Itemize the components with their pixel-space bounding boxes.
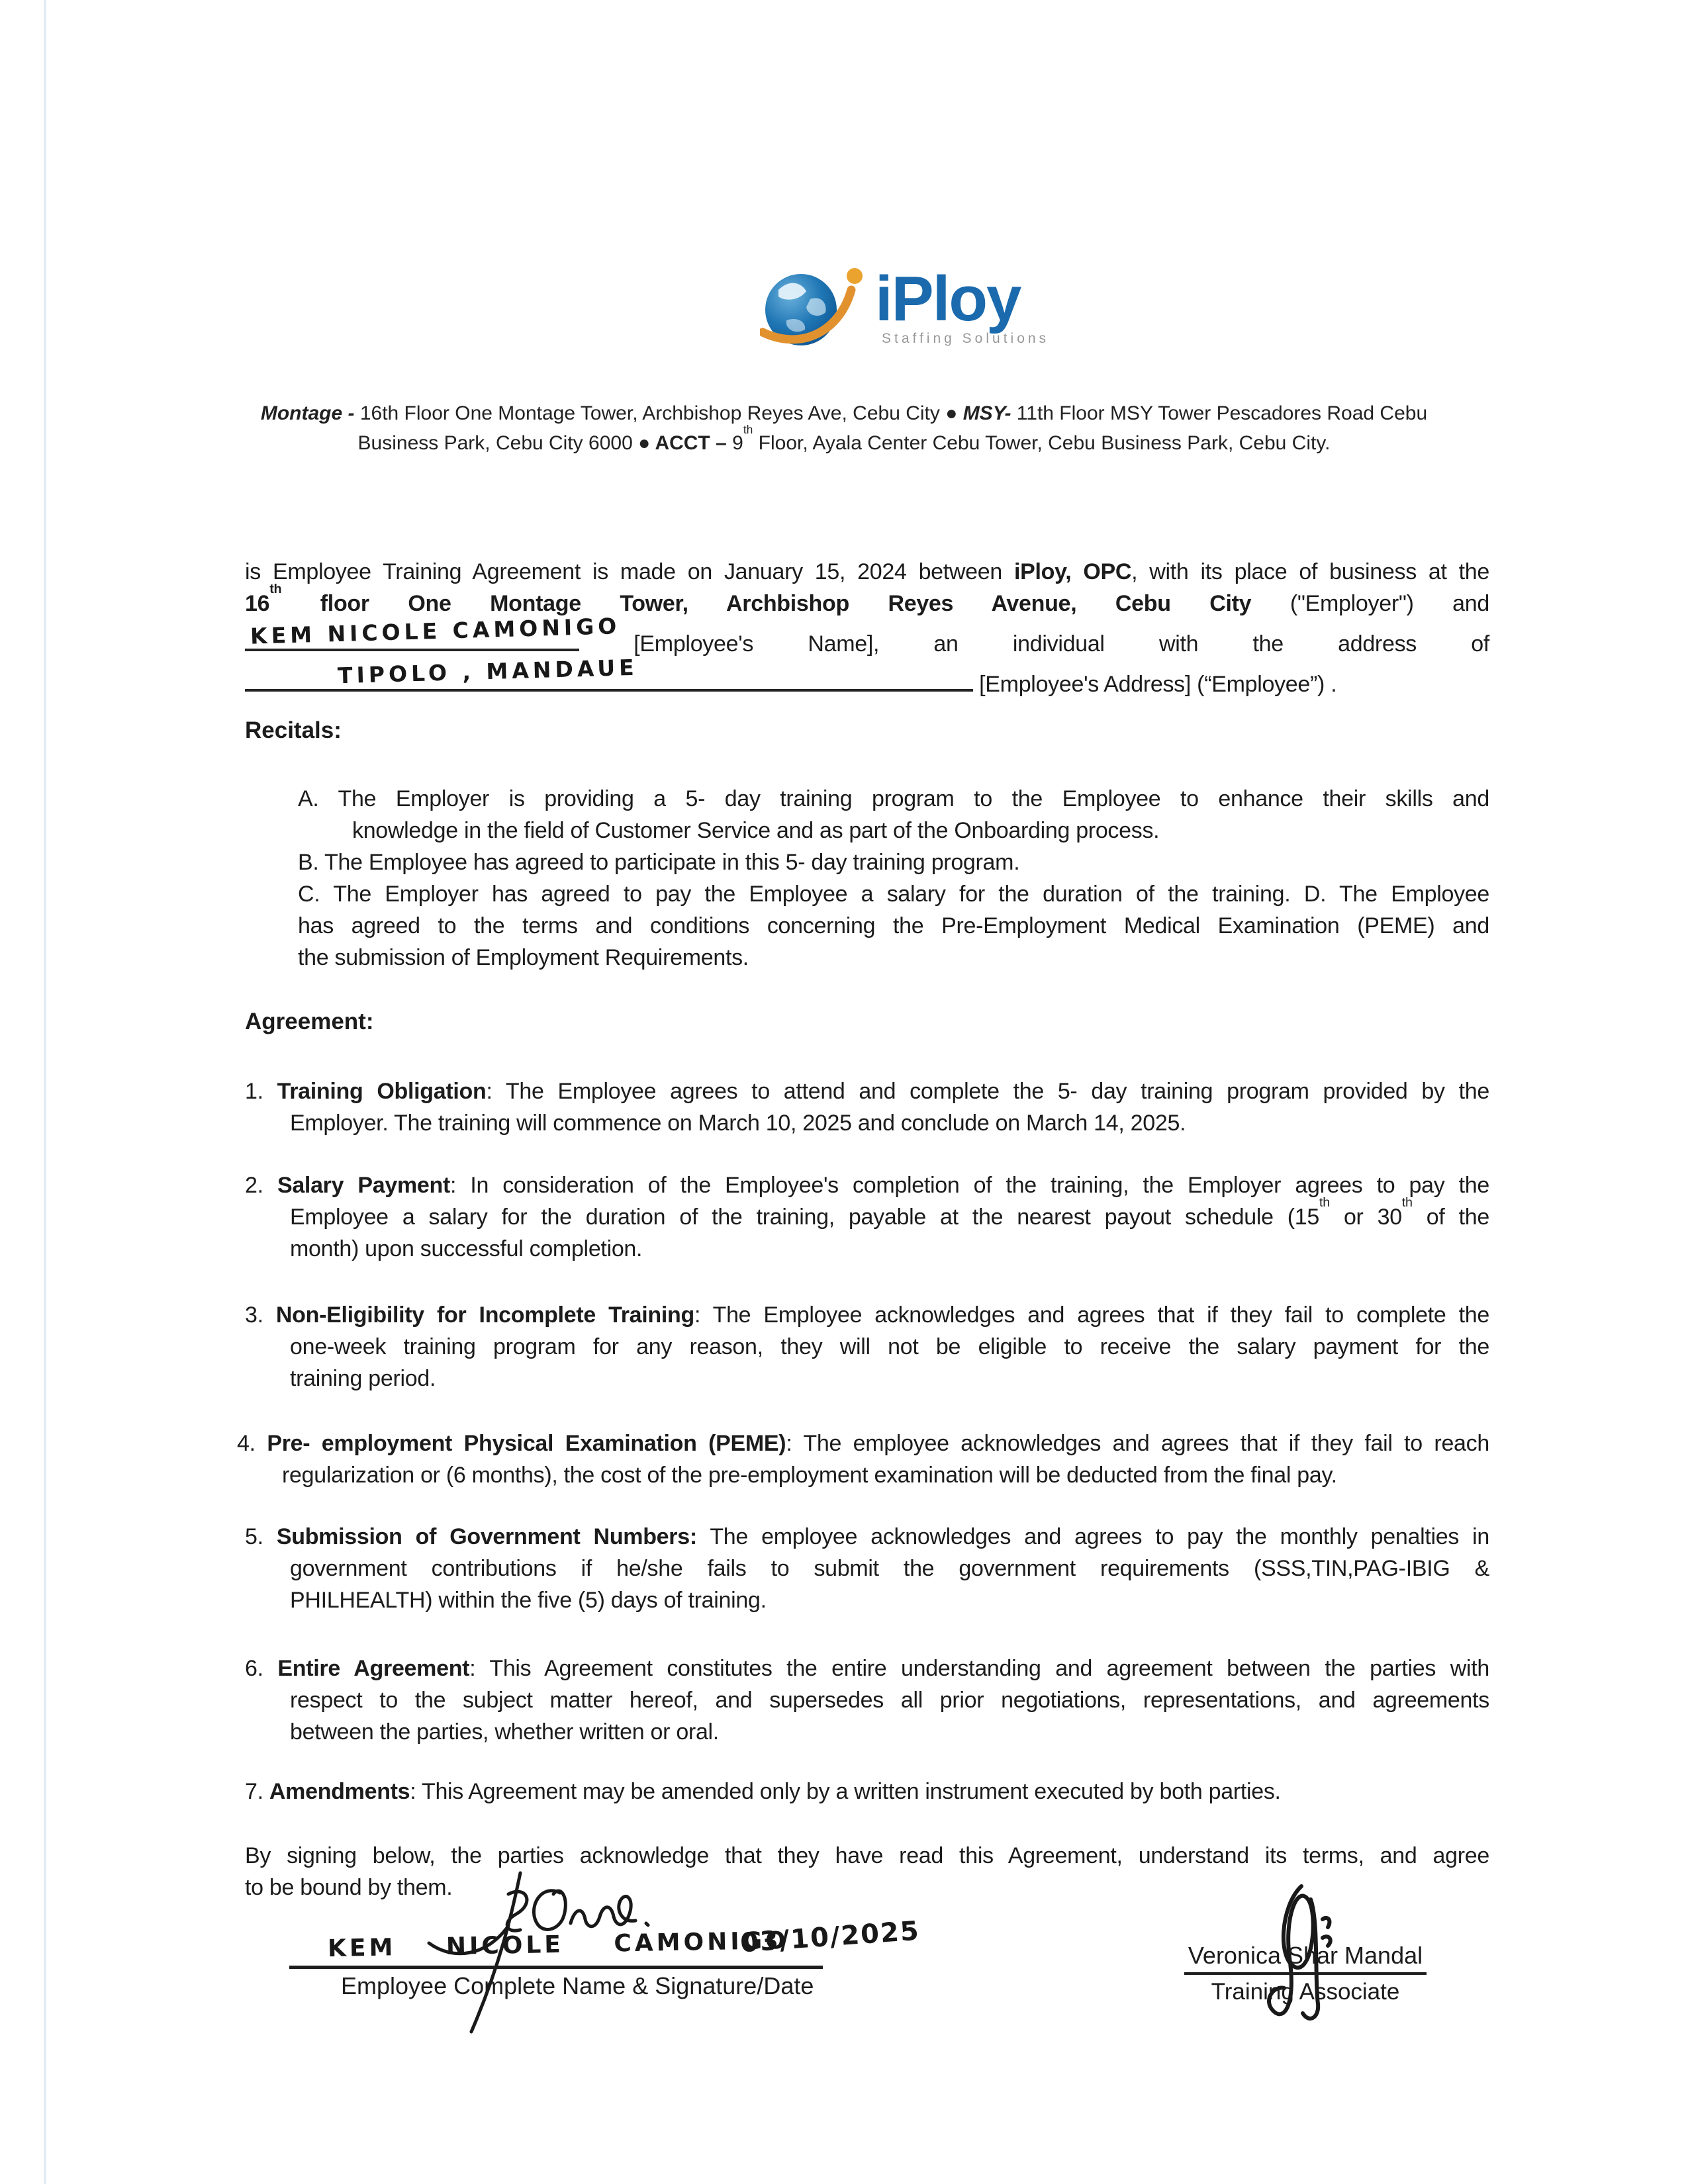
trainer-name: Veronica Shar Mandal <box>1184 1942 1427 1975</box>
floor-number: 16 <box>245 591 270 616</box>
item-text: or 30 <box>1329 1205 1402 1230</box>
employee-signature-label: Employee Complete Name & Signature/Date <box>341 1972 814 1999</box>
intro-line-3 <box>245 613 1489 660</box>
scanner-edge-line <box>44 0 46 2184</box>
bullet-icon: ● <box>638 432 651 454</box>
agreement-item-2 <box>245 1169 1489 1265</box>
item-line: regularization or (6 months), the cost of the pre-employment examination will be deducted from the final pay. <box>282 1463 1337 1488</box>
intro-text: [Employee's Name], an individual with the address of <box>633 631 1489 657</box>
intro-text: is Employee Training Agreement is made on January 15, 2024 between <box>245 559 1003 584</box>
item-number: 4. <box>237 1431 256 1456</box>
item-line: PHILHEALTH) within the five (5) days of training. <box>290 1588 767 1613</box>
intro-line-2 <box>245 582 1490 619</box>
item-line <box>237 1428 1489 1459</box>
brand-block <box>875 263 1050 347</box>
item-line <box>245 1075 1489 1107</box>
item-number: 2. <box>245 1173 263 1198</box>
address-montage-label: Montage - <box>260 402 355 424</box>
item-line <box>245 1195 1489 1233</box>
intro-text: [Employee's Address] (“Employee”) . <box>979 672 1337 697</box>
item-number: 7. <box>245 1779 263 1804</box>
recital-a-line-2: knowledge in the field of Customer Service and as part of the Onboarding process. <box>352 818 1160 843</box>
closing-line-2: to be bound by them. <box>245 1875 453 1900</box>
intro-text: , with its place of business at the <box>1131 559 1489 584</box>
item-text: of the <box>1412 1205 1489 1230</box>
item-term: Training Obligation <box>277 1079 487 1104</box>
employee-name-date-handwriting: KEM NICOLE CAMONIGO <box>327 1927 790 1963</box>
item-text: : This Agreement may be amended only by a written instrument executed by both parties. <box>410 1779 1281 1804</box>
address-acct-label: ACCT – <box>650 432 733 454</box>
agreement-heading: Agreement: <box>245 1009 374 1034</box>
intro-line-1 <box>245 556 1489 588</box>
item-line: respect to the subject matter hereof, and supersedes all prior negotiations, representations, and agreements <box>290 1688 1489 1713</box>
agreement-item-5 <box>245 1521 1489 1616</box>
address-montage-text: 16th Floor One Montage Tower, Archbishop Reyes Ave, Cebu City <box>354 402 946 424</box>
recitals-list <box>298 783 1489 974</box>
item-text: The employee acknowledges and agrees to pay the monthly penalties in <box>696 1524 1489 1549</box>
agreement-item-4 <box>237 1428 1489 1491</box>
item-term: Non-Eligibility for Incomplete Training <box>275 1302 694 1328</box>
item-line: Employer. The training will commence on March 10, 2025 and conclude on March 14, 2025. <box>290 1111 1186 1136</box>
company-logo <box>760 262 1049 355</box>
address-acct-pre: 9 <box>732 432 743 454</box>
agreement-item-6 <box>245 1653 1489 1748</box>
item-term: Entire Agreement <box>277 1656 470 1681</box>
item-text: : The Employee agrees to attend and complete the 5- day training program provided by the <box>486 1079 1489 1104</box>
item-line: training period. <box>290 1366 436 1391</box>
office-address <box>228 398 1460 458</box>
brand-text: iPloy <box>875 263 1021 334</box>
brand-tagline: Staffing Solutions <box>882 331 1050 346</box>
employee-date-handwriting: 03/10/2025 <box>739 1915 921 1959</box>
globe-icon <box>760 262 866 355</box>
ordinal-sup: th <box>1401 1195 1413 1210</box>
item-line: government contributions if he/she fails to submit the government requirements (SSS,TIN,PAG-IBIG & <box>290 1556 1489 1581</box>
employee-name-handwriting: KEM NICOLE CAMONIGO <box>250 613 621 649</box>
item-line: month) upon successful completion. <box>290 1236 643 1261</box>
employer-address: floor One Montage Tower, Archbishop Reyes Avenue, Cebu City <box>320 591 1252 616</box>
address-msy-label: MSY- <box>957 402 1011 424</box>
item-term: Salary Payment <box>277 1173 451 1198</box>
item-text: : In consideration of the Employee's completion of the training, the Employer agrees to pay the <box>450 1173 1490 1198</box>
intro-paragraph <box>245 556 1489 700</box>
item-line <box>245 1521 1489 1553</box>
address-acct-sup: th <box>743 423 753 436</box>
intro-line-4 <box>245 654 1489 700</box>
address-acct-post: Floor, Ayala Center Cebu Tower, Cebu Business Park, Cebu City. <box>753 432 1331 454</box>
item-number: 3. <box>245 1302 263 1328</box>
item-term: Amendments <box>269 1779 410 1804</box>
trainer-signature-block <box>1173 1942 1438 2005</box>
item-number: 1. <box>245 1079 263 1104</box>
agreement-item-3 <box>245 1299 1489 1394</box>
agreement-item-1 <box>245 1075 1489 1139</box>
address-msy-text: 11th Floor MSY Tower Pescadores Road Cebu Business Park, Cebu City 6000 <box>357 402 1428 454</box>
employer-name: iPloy, OPC <box>1014 559 1132 584</box>
item-text: : This Agreement constitutes the entire understanding and agreement between the parties with <box>469 1656 1489 1681</box>
recital-c-line-1: C. The Employer has agreed to pay the Employee a salary for the duration of the training. D. The Employee <box>298 882 1489 907</box>
recital-c-line-2: has agreed to the terms and conditions concerning the Pre-Employment Medical Examination (PEME) and <box>298 913 1489 938</box>
item-text: : The Employee acknowledges and agrees that if they fail to complete the <box>694 1302 1489 1328</box>
ordinal-sup: th <box>1319 1195 1330 1210</box>
closing-line-1: By signing below, the parties acknowledge that they have read this Agreement, understand its terms, and agree <box>245 1843 1489 1868</box>
bullet-icon: ● <box>945 402 958 424</box>
item-text: Employee a salary for the duration of the training, payable at the nearest payout schedule (15 <box>290 1205 1320 1230</box>
trainer-title: Training Associate <box>1211 1979 1400 2005</box>
recital-b: B. The Employee has agreed to participate in this 5- day training program. <box>298 850 1020 875</box>
floor-ordinal-sup: th <box>269 582 282 596</box>
item-term: Submission of Government Numbers: <box>276 1524 697 1549</box>
intro-text: ("Employer") and <box>1289 591 1490 616</box>
item-line <box>245 1776 1489 1807</box>
item-term: Pre- employment Physical Examination (PEME) <box>267 1431 786 1456</box>
item-number: 6. <box>245 1656 263 1681</box>
employee-address-field <box>245 654 973 692</box>
recitals-heading: Recitals: <box>245 717 342 743</box>
agreement-item-7 <box>245 1776 1489 1807</box>
item-text: : The employee acknowledges and agrees that if they fail to reach <box>786 1431 1489 1456</box>
item-line <box>245 1169 1489 1201</box>
employee-address-handwriting: TIPOLO , MANDAUE <box>337 654 639 689</box>
recital-c-line-3: the submission of Employment Requirements. <box>298 945 749 970</box>
item-line <box>245 1653 1489 1684</box>
item-line: one-week training program for any reason, they will not be eligible to receive the salary payment for the <box>290 1334 1489 1359</box>
recital-a-line-1: A. The Employer is providing a 5- day training program to the Employee to enhance their skills and <box>298 786 1489 811</box>
item-line: between the parties, whether written or oral. <box>290 1719 719 1745</box>
item-number: 5. <box>245 1524 263 1549</box>
item-line <box>245 1299 1489 1331</box>
employee-name-field <box>245 613 621 651</box>
